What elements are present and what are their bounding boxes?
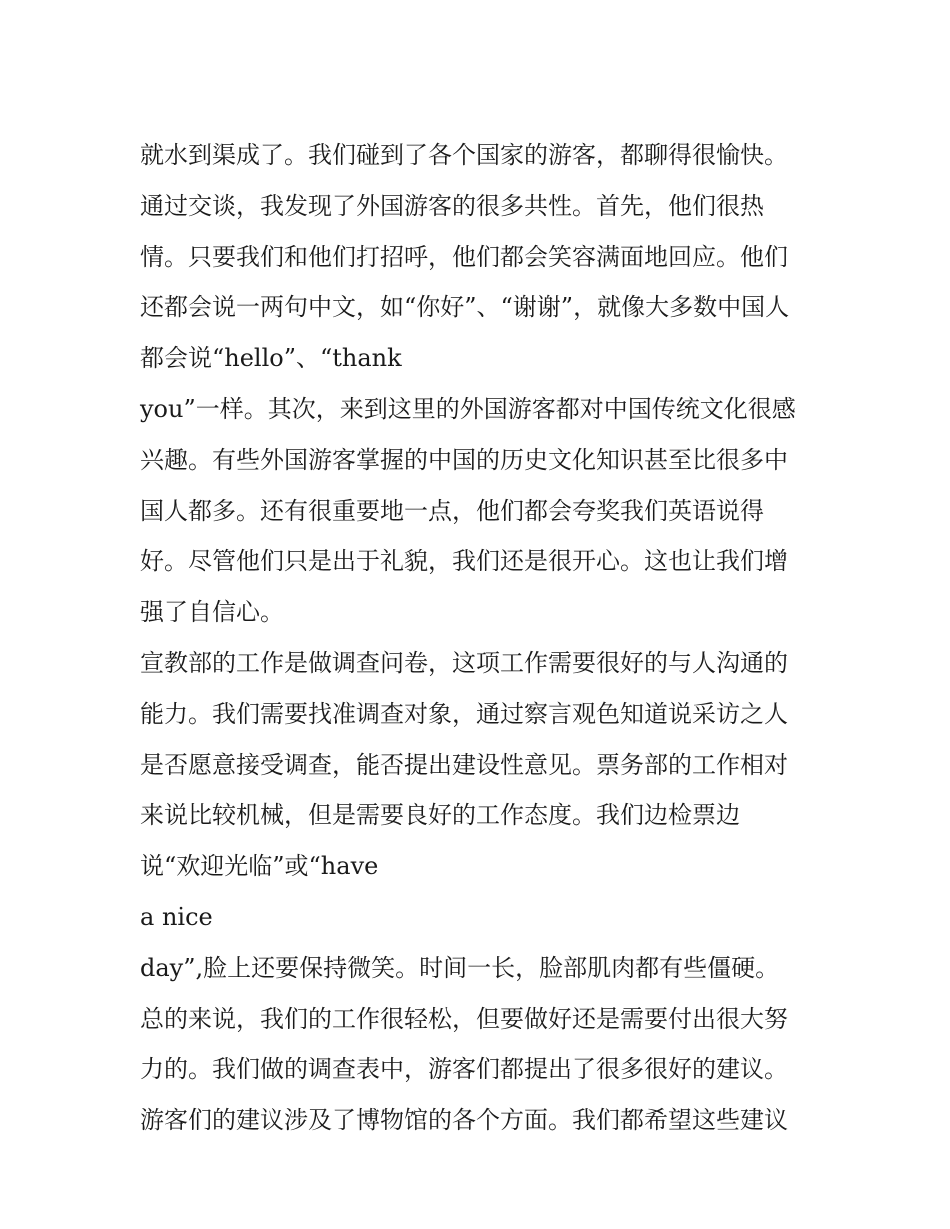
text-line: day”,脸上还要保持微笑。时间一长，脸部肌肉都有些僵硬。 xyxy=(140,953,780,982)
text-line: 游客们的建议涉及了博物馆的各个方面。我们都希望这些建议 xyxy=(140,1106,788,1135)
text-line: 国人都多。还有很重要地一点，他们都会夸奖我们英语说得 xyxy=(140,496,764,525)
text-line: 是否愿意接受调查，能否提出建设性意见。票务部的工作相对 xyxy=(140,750,788,779)
text-line: 兴趣。有些外国游客掌握的中国的历史文化知识甚至比很多中 xyxy=(140,445,788,474)
text-line: 通过交谈，我发现了外国游客的很多共性。首先，他们很热 xyxy=(140,191,764,220)
text-line: 总的来说，我们的工作很轻松，但要做好还是需要付出很大努 xyxy=(140,1004,788,1033)
text-line: 好。尽管他们只是出于礼貌，我们还是很开心。这也让我们增 xyxy=(140,547,788,576)
text-line: 就水到渠成了。我们碰到了各个国家的游客，都聊得很愉快。 xyxy=(140,141,788,169)
text-line: you”一样。其次，来到这里的外国游客都对中国传统文化很感 xyxy=(140,394,796,423)
text-line: a nice xyxy=(140,902,213,931)
text-line: 来说比较机械，但是需要良好的工作态度。我们边检票边 xyxy=(140,801,740,830)
text-line: 都会说“hello”、“thank xyxy=(140,344,402,373)
text-line: 情。只要我们和他们打招呼，他们都会笑容满面地回应。他们 xyxy=(140,242,788,271)
text-line: 能力。我们需要找准调查对象，通过察言观色知道说采访之人 xyxy=(140,699,788,728)
text-line: 力的。我们做的调查表中，游客们都提出了很多很好的建议。 xyxy=(140,1055,788,1084)
body-text xyxy=(140,135,830,1151)
text-line: 说“欢迎光临”或“have xyxy=(140,852,379,881)
text-line: 还都会说一两句中文，如“你好”、“谢谢”，就像大多数中国人 xyxy=(140,293,790,322)
text-line: 宣教部的工作是做调查问卷，这项工作需要很好的与人沟通的 xyxy=(140,648,788,677)
text-line: 强了自信心。 xyxy=(140,598,284,627)
